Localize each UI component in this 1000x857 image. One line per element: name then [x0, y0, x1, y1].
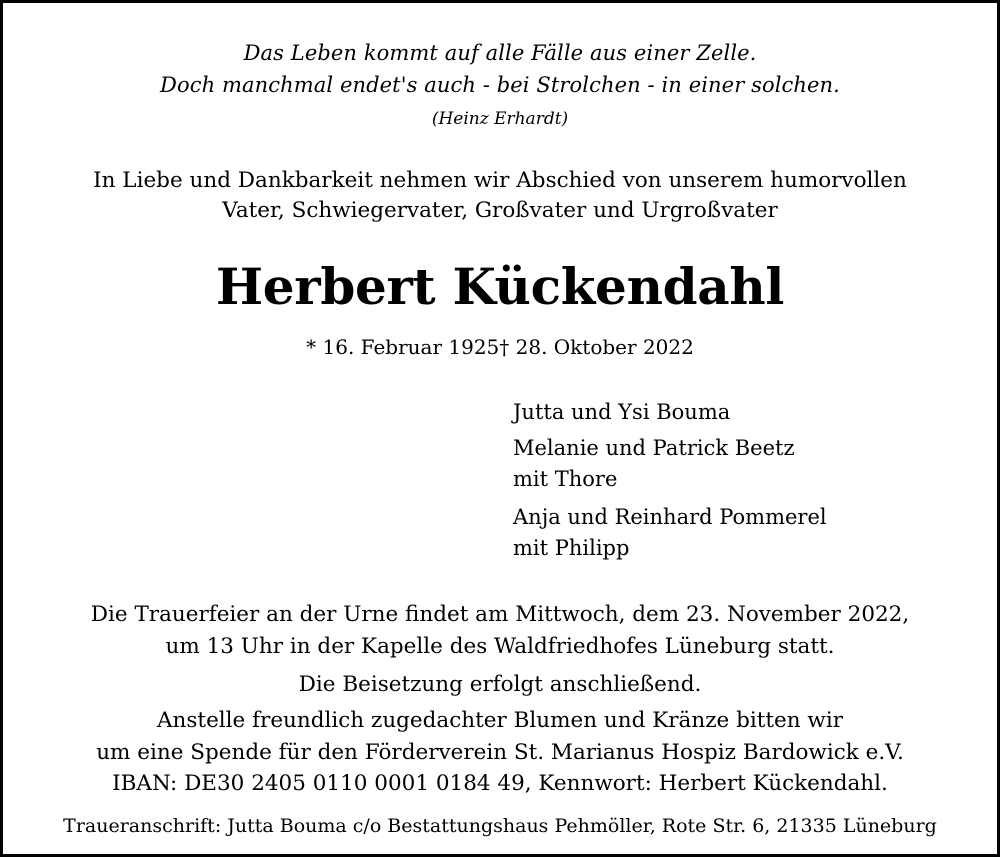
quote-author: (Heinz Erhardt) [431, 109, 569, 129]
donation-line-2: um eine Spende für den Förderverein St. Marianus Hospiz Bardowick e.V. [96, 740, 904, 765]
family-member: mit Thore [513, 467, 618, 491]
intro-line-1: In Liebe und Dankbarkeit nehmen wir Abschied von unserem humorvollen [93, 168, 907, 193]
family-member: Anja und Reinhard Pommerel [513, 505, 827, 529]
quote-line-1: Das Leben kommt auf alle Fälle aus einer Zelle. [243, 41, 757, 65]
intro-line-2: Vater, Schwiegervater, Großvater und Urgroßvater [222, 198, 778, 223]
deceased-name: Herbert Kückendahl [215, 257, 785, 316]
life-dates: * 16. Februar 1925† 28. Oktober 2022 [306, 335, 694, 359]
ceremony-line-2: um 13 Uhr in der Kapelle des Waldfriedhofes Lüneburg statt. [165, 634, 835, 659]
family-member: mit Philipp [513, 536, 630, 560]
donation-line-1: Anstelle freundlich zugedachter Blumen und Kränze bitten wir [157, 708, 843, 733]
mourning-address: Traueranschrift: Jutta Bouma c/o Bestattungshaus Pehmöller, Rote Str. 6, 21335 Lüneburg [63, 815, 937, 837]
family-member: Jutta und Ysi Bouma [513, 400, 731, 424]
ceremony-line-1: Die Trauerfeier an der Urne findet am Mittwoch, dem 23. November 2022, [90, 602, 910, 627]
donation-line-3: IBAN: DE30 2405 0110 0001 0184 49, Kennwort: Herbert Kückendahl. [112, 771, 888, 796]
quote-line-2: Doch manchmal endet's auch - bei Strolchen - in einer solchen. [160, 73, 840, 97]
burial-info: Die Beisetzung erfolgt anschließend. [298, 672, 702, 697]
family-member: Melanie und Patrick Beetz [513, 436, 795, 460]
